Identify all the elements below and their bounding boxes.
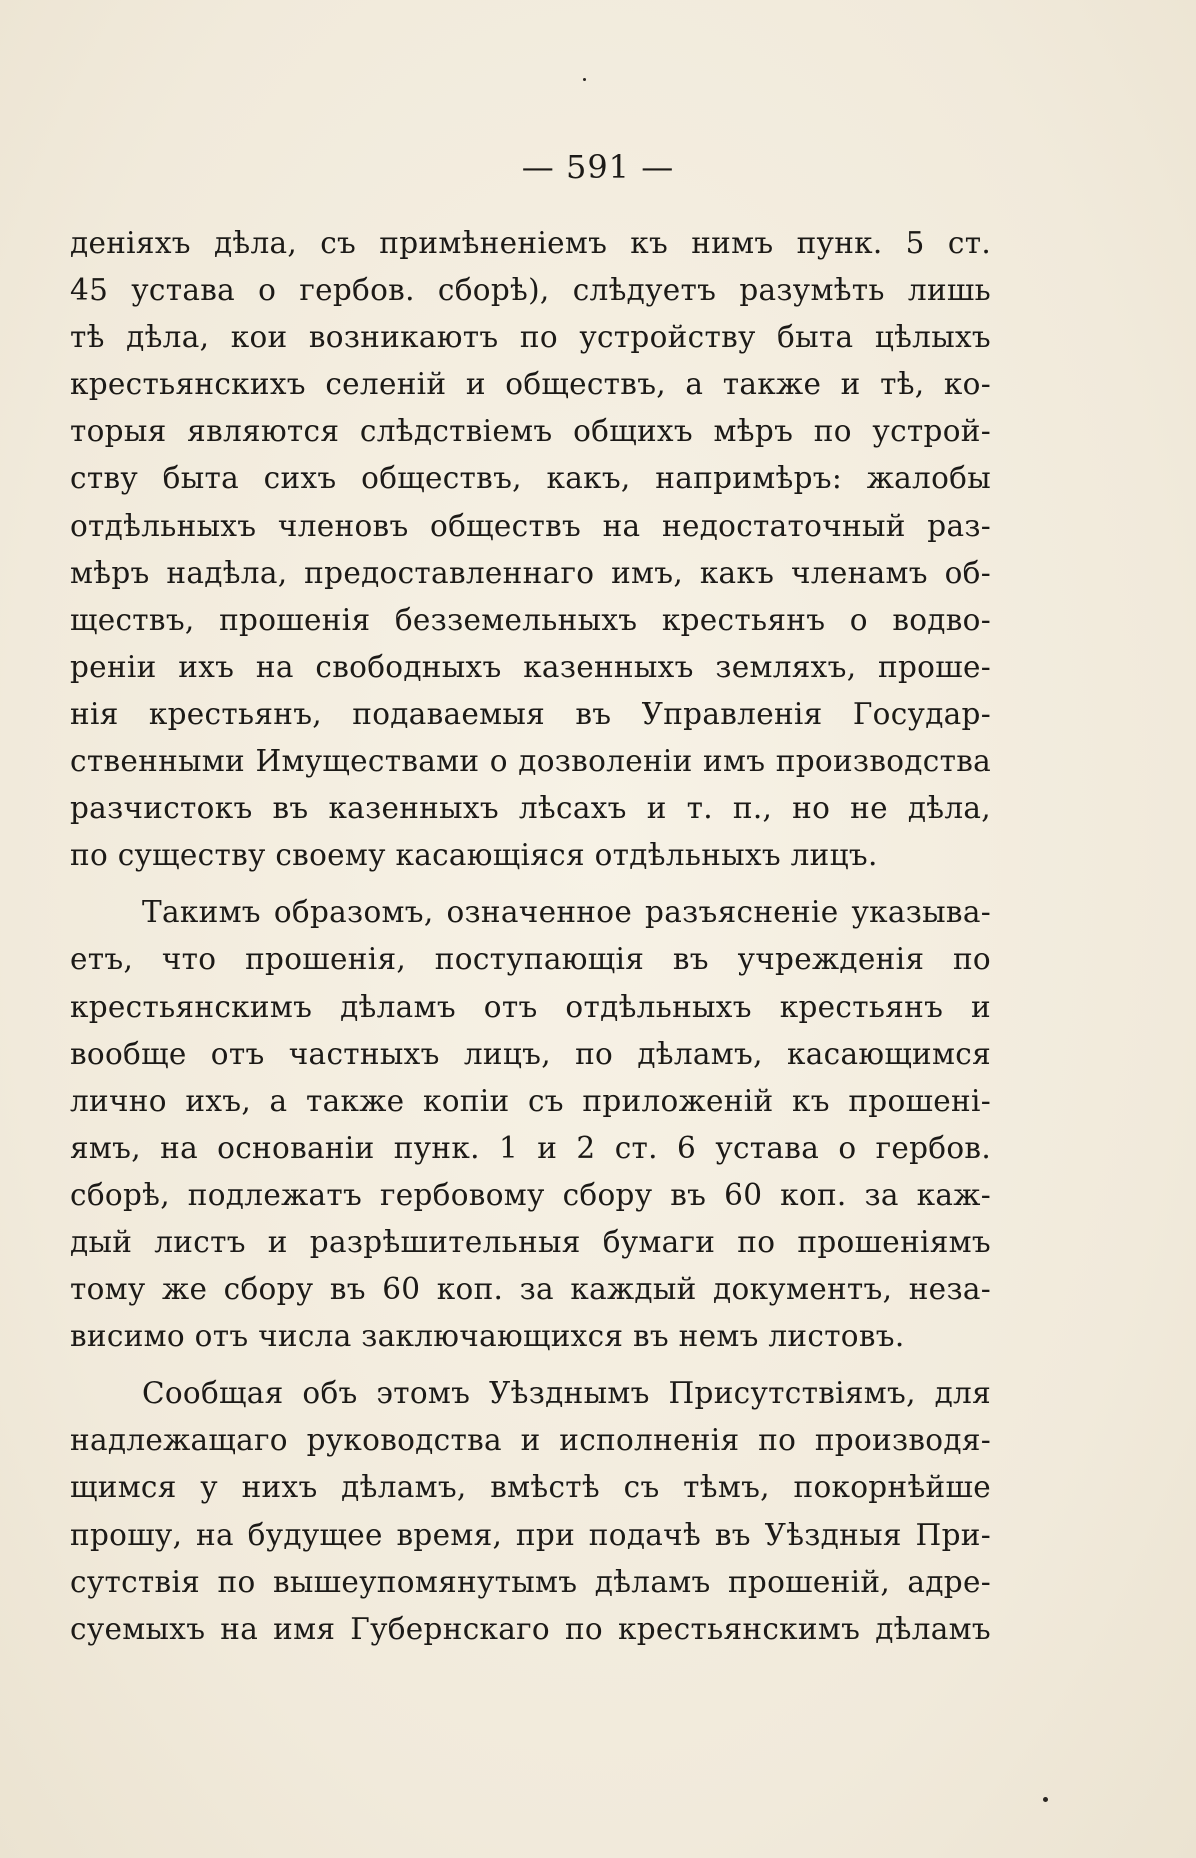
page-number: — 591 — bbox=[521, 148, 675, 186]
text-line: ямъ, на основаніи пунк. 1 и 2 ст. 6 устава о гербов. bbox=[70, 1130, 991, 1165]
text-line: 45 устава о гербов. сборѣ), слѣдуетъ разумѣть лишь bbox=[70, 273, 991, 308]
text-line: вообще отъ частныхъ лицъ, по дѣламъ, касающимся bbox=[70, 1036, 991, 1071]
text-line: етъ, что прошенія, поступающія въ учрежденія по bbox=[70, 942, 991, 977]
text-line: ству быта сихъ обществъ, какъ, напримѣръ: жалобы bbox=[70, 461, 991, 496]
text-line: висимо отъ числа заключающихся въ немъ листовъ. bbox=[70, 1319, 905, 1354]
text-line: отдѣльныхъ членовъ обществъ на недостаточный раз- bbox=[70, 508, 991, 543]
ink-speck bbox=[1043, 1797, 1048, 1802]
paragraph bbox=[70, 1370, 991, 1653]
text-line: сутствія по вышеупомянутымъ дѣламъ прошеній, адре- bbox=[70, 1564, 991, 1599]
text-line: крестьянскихъ селеній и обществъ, а также и тѣ, ко- bbox=[70, 367, 991, 402]
text-line: Сообщая объ этомъ Уѣзднымъ Присутствіямъ, для bbox=[142, 1376, 991, 1411]
body-text bbox=[70, 220, 991, 1653]
text-line: нія крестьянъ, подаваемыя въ Управленія Государ- bbox=[70, 696, 991, 731]
text-line: прошу, на будущее время, при подачѣ въ Уѣздныя При- bbox=[70, 1517, 991, 1552]
ink-speck bbox=[583, 78, 586, 81]
text-line: Такимъ образомъ, означенное разъясненіе указыва- bbox=[142, 895, 991, 930]
text-line: суемыхъ на имя Губернскаго по крестьянскимъ дѣламъ bbox=[70, 1611, 991, 1646]
text-line: лично ихъ, а также копіи съ приложеній къ прошені- bbox=[70, 1083, 991, 1118]
text-line: надлежащаго руководства и исполненія по производя- bbox=[70, 1423, 991, 1458]
text-line: торыя являются слѣдствіемъ общихъ мѣръ по устрой- bbox=[70, 414, 991, 449]
text-line: по существу своему касающіяся отдѣльныхъ лицъ. bbox=[70, 838, 878, 873]
text-line: разчистокъ въ казенныхъ лѣсахъ и т. п., но не дѣла, bbox=[70, 791, 991, 826]
text-line: ственными Имуществами о дозволеніи имъ производства bbox=[70, 744, 991, 779]
text-line: реніи ихъ на свободныхъ казенныхъ земляхъ, проше- bbox=[70, 649, 991, 684]
text-line: деніяхъ дѣла, съ примѣненіемъ къ нимъ пунк. 5 ст. bbox=[70, 226, 991, 260]
text-line: крестьянскимъ дѣламъ отъ отдѣльныхъ крестьянъ и bbox=[70, 989, 991, 1024]
text-line: дый листъ и разрѣшительныя бумаги по прошеніямъ bbox=[70, 1224, 991, 1259]
text-line: тому же сбору въ 60 коп. за каждый документъ, неза- bbox=[70, 1272, 991, 1307]
text-line: сборѣ, подлежатъ гербовому сбору въ 60 коп. за каж- bbox=[70, 1177, 991, 1212]
paragraph bbox=[70, 220, 991, 879]
text-line: щимся у нихъ дѣламъ, вмѣстѣ съ тѣмъ, покорнѣйше bbox=[70, 1470, 991, 1505]
text-line: ществъ, прошенія безземельныхъ крестьянъ о водво- bbox=[70, 602, 991, 637]
text-line: тѣ дѣла, кои возникаютъ по устройству быта цѣлыхъ bbox=[70, 320, 991, 355]
paragraph bbox=[70, 889, 991, 1360]
text-line: мѣръ надѣла, предоставленнаго имъ, какъ членамъ об- bbox=[70, 555, 991, 590]
